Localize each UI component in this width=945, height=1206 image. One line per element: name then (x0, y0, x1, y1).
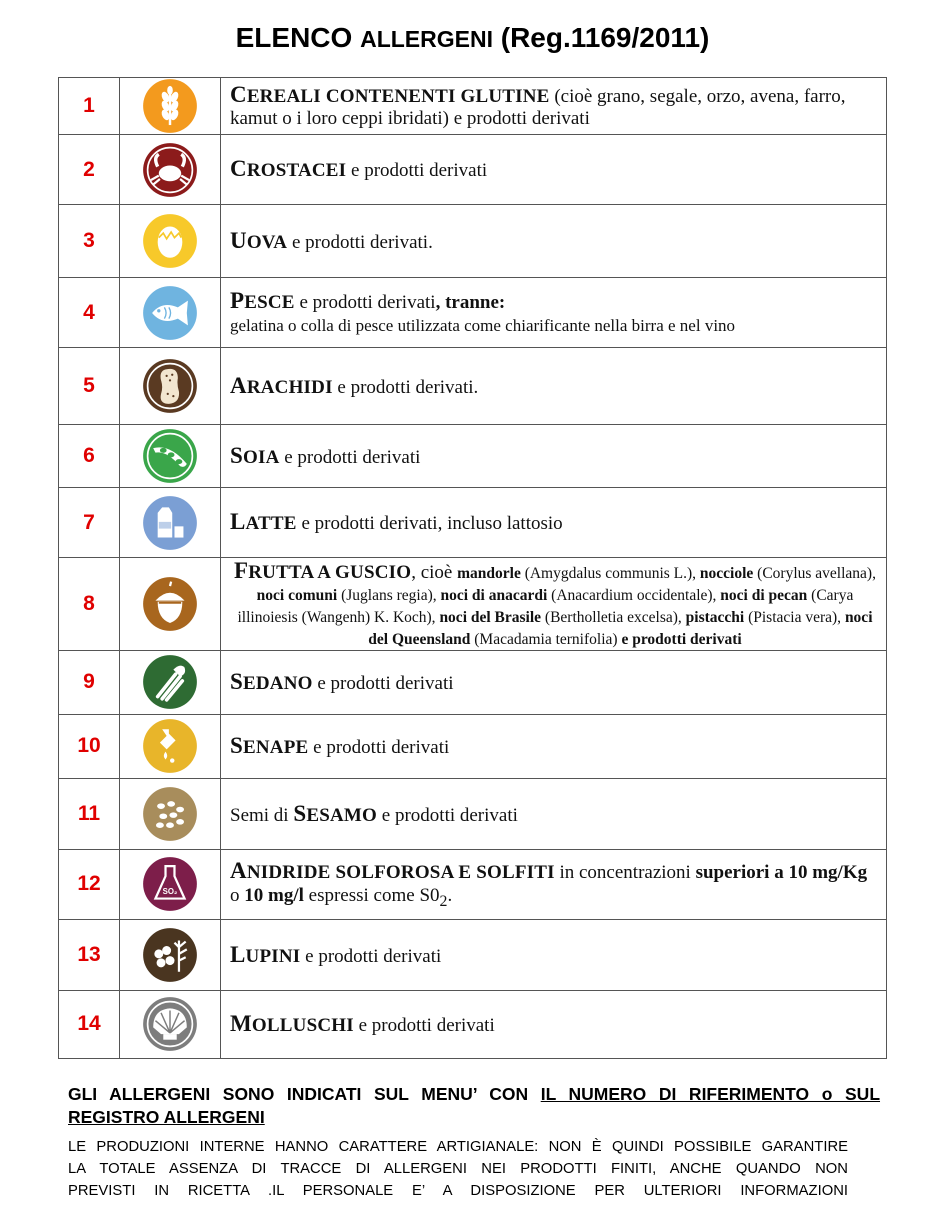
disclaimer-line: LA TOTALE ASSENZA DI TRACCE DI ALLERGENI NEI PRODOTTI FINITI, ANCHE QUANDO NON (68, 1161, 848, 1178)
allergen-icon-cell (120, 425, 221, 488)
allergen-name: SOIA (230, 442, 280, 468)
allergen-name: SESAMO (293, 800, 378, 826)
allergen-icon-cell (120, 650, 221, 714)
allergen-icon-cell (120, 78, 221, 135)
page-title: ELENCO ALLERGENI (Reg.1169/2011) (235, 22, 710, 53)
allergen-number: 10 (59, 714, 120, 778)
svg-text:SO₂: SO₂ (162, 887, 178, 897)
sesame-icon (142, 786, 198, 842)
allergen-description: SOIA e prodotti derivati (221, 425, 887, 488)
lupin-icon (142, 927, 198, 983)
allergen-description: ANIDRIDE SOLFOROSA E SOLFITI in concentrazioni superiori a 10 mg/Kg o 10 mg/l espressi come $S0_2$. (221, 849, 887, 919)
allergen-name: ANIDRIDE SOLFOROSA E SOLFITI (230, 858, 555, 884)
allergen-icon-cell (120, 778, 221, 849)
allergen-name: LATTE (230, 509, 297, 535)
allergen-row (59, 990, 887, 1058)
disclaimer-line: PREVISTI IN RICETTA .IL PERSONALE E’ A DISPOSIZIONE PER ULTERIORI INFORMAZIONI (68, 1183, 848, 1200)
allergen-number: 4 (59, 278, 120, 348)
allergen-description: ARACHIDI e prodotti derivati. (221, 348, 887, 425)
peanut-icon (142, 358, 198, 414)
allergen-number: 1 (59, 78, 120, 135)
allergen-number: 6 (59, 425, 120, 488)
allergen-icon-cell (120, 348, 221, 425)
allergen-row (59, 558, 887, 651)
allergen-name: ARACHIDI (230, 372, 333, 398)
allergen-row (59, 919, 887, 990)
mustard-icon (142, 718, 198, 774)
allergen-name: MOLLUSCHI (230, 1011, 354, 1037)
allergen-name: PESCE (230, 288, 295, 314)
allergen-description: PESCE e prodotti derivati, tranne: gelatina o colla di pesce utilizzata come chiarificante nella birra e nel vino (221, 278, 887, 348)
allergen-row (59, 488, 887, 558)
allergen-icon-cell (120, 919, 221, 990)
allergen-icon-cell (120, 488, 221, 558)
allergen-table (58, 77, 887, 1059)
allergen-number: 3 (59, 205, 120, 278)
egg-icon (142, 213, 198, 269)
allergen-description: CEREALI CONTENENTI GLUTINE (cioè grano, segale, orzo, avena, farro, kamut o i loro ceppi ibridati) e prodotti derivati (221, 78, 887, 135)
allergen-icon-cell (120, 135, 221, 205)
allergen-name: CEREALI CONTENENTI GLUTINE (230, 81, 550, 107)
soy-icon (142, 428, 198, 484)
sulphite-icon (142, 856, 198, 912)
allergen-description: MOLLUSCHI e prodotti derivati (221, 990, 887, 1058)
allergen-name: SENAPE (230, 733, 309, 759)
milk-icon (142, 495, 198, 551)
allergen-row (59, 849, 887, 919)
allergen-name: FRUTTA A GUSCIO (234, 558, 412, 583)
allergen-icon-cell (120, 558, 221, 651)
allergen-name: LUPINI (230, 941, 301, 967)
allergen-description: UOVA e prodotti derivati. (221, 205, 887, 278)
allergen-icon-cell (120, 849, 221, 919)
allergen-name: UOVA (230, 227, 288, 253)
allergen-number: 2 (59, 135, 120, 205)
allergen-description: FRUTTA A GUSCIO, cioè mandorle (Amygdalus communis L.), nocciole (Corylus avellana), noci comuni (Juglans regia), noci di anacardi (Anacardium occidentale), noci di pecan (Carya illinoiesis (Wangenh) K. Koch), noci del Brasile (Bertholletia excelsa), pistacchi (Pistacia vera), noci del Queensland (Macadamia ternifolia) e prodotti derivati (221, 558, 887, 651)
allergen-number: 14 (59, 990, 120, 1058)
allergen-icon-cell (120, 205, 221, 278)
allergen-row (59, 714, 887, 778)
allergen-description: SEDANO e prodotti derivati (221, 650, 887, 714)
allergen-description: LATTE e prodotti derivati, incluso lattosio (221, 488, 887, 558)
allergen-row (59, 278, 887, 348)
shell-icon (142, 996, 198, 1052)
celery-icon (142, 654, 198, 710)
allergen-name: CROSTACEI (230, 156, 347, 182)
allergen-number: 7 (59, 488, 120, 558)
allergen-row (59, 425, 887, 488)
allergen-description: SENAPE e prodotti derivati (221, 714, 887, 778)
allergen-description: LUPINI e prodotti derivati (221, 919, 887, 990)
allergen-number: 11 (59, 778, 120, 849)
allergen-description: CROSTACEI e prodotti derivati (221, 135, 887, 205)
allergen-icon-cell (120, 278, 221, 348)
allergen-row (59, 650, 887, 714)
wheat-icon (142, 78, 198, 134)
allergen-row (59, 348, 887, 425)
allergen-name: SEDANO (230, 669, 313, 695)
allergen-icon-cell (120, 990, 221, 1058)
footer-disclaimer (68, 1136, 848, 1203)
allergen-number: 5 (59, 348, 120, 425)
allergen-row (59, 778, 887, 849)
allergen-row (59, 135, 887, 205)
allergen-number: 8 (59, 558, 120, 651)
allergen-icon-cell (120, 714, 221, 778)
allergen-number: 13 (59, 919, 120, 990)
allergen-number: 12 (59, 849, 120, 919)
crab-icon (142, 142, 198, 198)
allergen-description: Semi di SESAMO e prodotti derivati (221, 778, 887, 849)
allergen-row (59, 78, 887, 135)
disclaimer-line: LE PRODUZIONI INTERNE HANNO CARATTERE ARTIGIANALE: NON È QUINDI POSSIBILE GARANTIRE (68, 1139, 848, 1155)
nut-icon (142, 576, 198, 632)
allergen-row (59, 205, 887, 278)
allergen-number: 9 (59, 650, 120, 714)
fish-icon (142, 285, 198, 341)
footer-heading: GLI ALLERGENI SONO INDICATI SUL MENU’ CON IL NUMERO DI RIFERIMENTO o SUL REGISTRO ALLERGENI (68, 1084, 881, 1127)
